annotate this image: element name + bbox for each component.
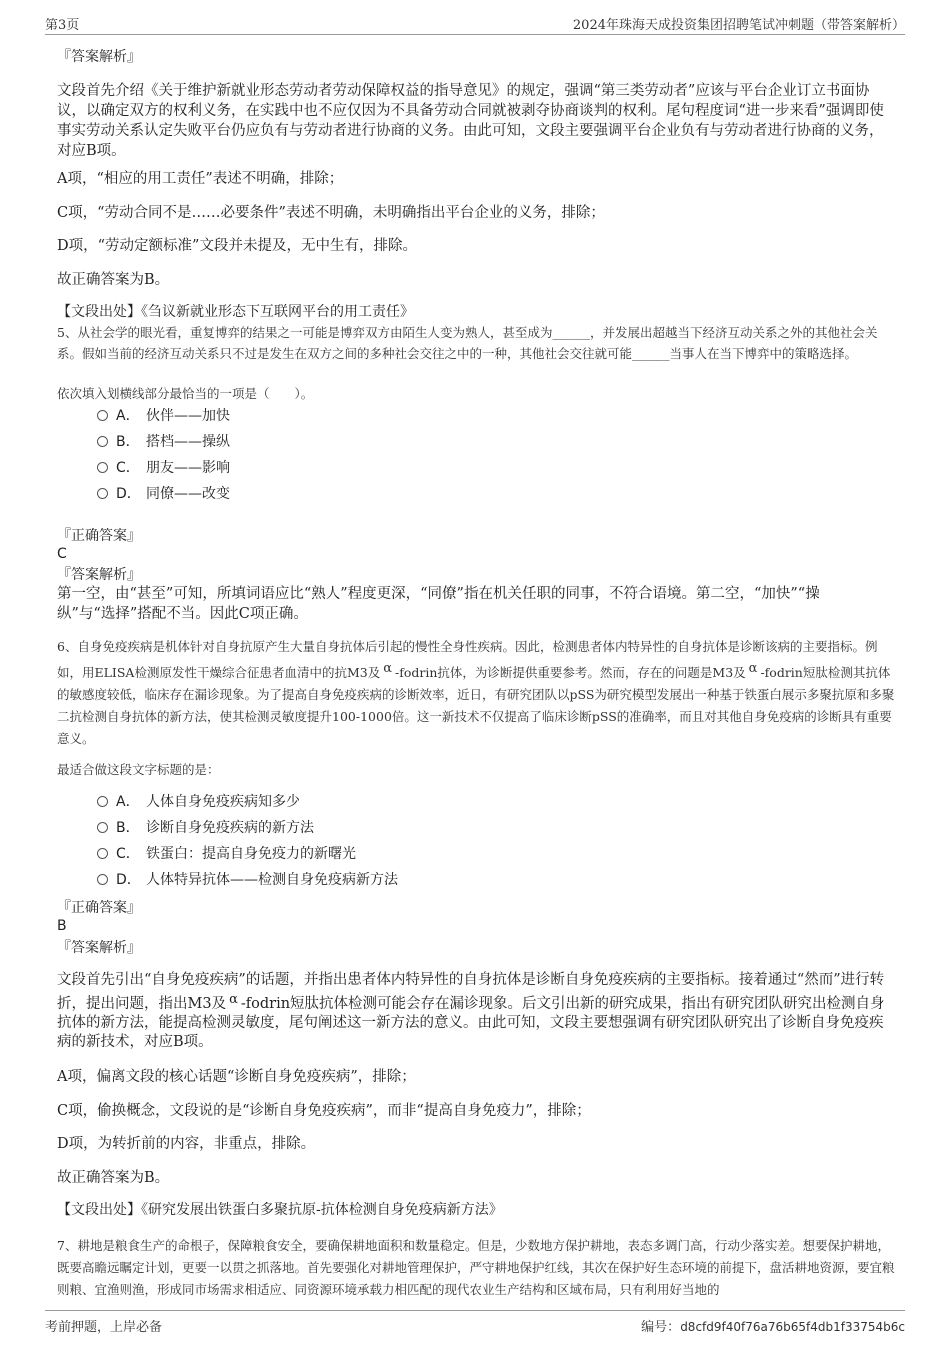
page-footer xyxy=(45,1310,905,1337)
q4-analysis-label: 『答案解析』 xyxy=(57,49,141,65)
q4-option-d-note: D项，“劳动定额标准”文段并未提及，无中生有，排除。 xyxy=(57,238,417,254)
q6-answer-label: 『正确答案』 xyxy=(57,900,141,916)
q6-option-c-note: C项，偷换概念，文段说的是“诊断自身免疫疾病”，而非“提高自身免疫力”，排除； xyxy=(57,1103,591,1119)
radio-icon[interactable] xyxy=(97,436,108,447)
radio-icon[interactable] xyxy=(97,488,108,499)
q4-source: 【文段出处】《刍议新就业形态下互联网平台的用工责任》 xyxy=(57,304,414,320)
q4-analysis-paragraph: 文段首先介绍《关于维护新就业形态劳动者劳动保障权益的指导意见》的规定，强调“第三类劳动者”应该与平台企业订立书面协议，以确定双方的权利义务，在实践中也不应仅因为不具备劳动合同就被剥夺协商谈判的权利。尾句程度词“进一步来看”强调即使事实劳动关系认定失败平台仍应负有与劳动者进行协商的义务。由此可知，文段主要强调平台企业负有与劳动者进行协商的义务，对应B项。 xyxy=(57,83,884,159)
page-number: 第3页 xyxy=(45,18,80,33)
q4-option-c-note: C项，“劳动合同不是……必要条件”表述不明确，未明确指出平台企业的义务，排除； xyxy=(57,205,605,221)
q6-analysis-label: 『答案解析』 xyxy=(57,940,141,956)
radio-icon[interactable] xyxy=(97,462,108,473)
radio-icon[interactable] xyxy=(97,822,108,833)
q7-stem: 7、耕地是粮食生产的命根子，保障粮食安全，要确保耕地面积和数量稳定。但是，少数地方保护耕地，表态多调门高，行动少落实差。想要保护耕地，既要高瞻远瞩定计划，更要一以贯之抓落地。首先要强化对耕地管理保护，严守耕地保护红线，其次在保护好生态环境的前提下，盘活耕地资源，要宜粮则粮、宜渔则渔，形成同市场需求相适应、同资源环境承载力相匹配的现代农业生产结构和区域布局，只有利用好当地的 xyxy=(57,1238,895,1297)
radio-icon[interactable] xyxy=(97,796,108,807)
q4-option-a-note: A项，“相应的用工责任”表述不明确，排除； xyxy=(57,171,344,187)
q5-option-d[interactable]: D． 同僚——改变 xyxy=(97,484,230,504)
radio-icon[interactable] xyxy=(97,874,108,885)
page-header xyxy=(45,12,905,35)
q6-option-d-note: D项，为转折前的内容，非重点，排除。 xyxy=(57,1136,316,1152)
q6-option-a[interactable]: A． 人体自身免疫疾病知多少 xyxy=(97,792,300,812)
q5-answer: C xyxy=(57,546,67,562)
q6-option-c[interactable]: C． 铁蛋白：提高自身免疫力的新曙光 xyxy=(97,844,356,864)
q6-option-a-note: A项，偏离文段的核心话题“诊断自身免疫疾病”，排除； xyxy=(57,1069,416,1085)
document-title: 2024年珠海天成投资集团招聘笔试冲刺题（带答案解析） xyxy=(572,18,905,33)
radio-icon[interactable] xyxy=(97,848,108,859)
radio-icon[interactable] xyxy=(97,410,108,421)
q6-answer: B xyxy=(57,918,67,934)
alpha-symbol: α xyxy=(383,661,392,676)
q5-option-c[interactable]: C． 朋友——影响 xyxy=(97,458,230,478)
q5-answer-label: 『正确答案』 xyxy=(57,528,141,544)
q4-conclusion: 故正确答案为B。 xyxy=(57,272,170,288)
alpha-symbol: α xyxy=(229,992,238,1007)
q5-prompt: 依次填入划横线部分最恰当的一项是（ ）。 xyxy=(57,386,314,401)
q6-prompt: 最适合做这段文字标题的是： xyxy=(57,762,220,777)
q6-source: 【文段出处】《研究发展出铁蛋白多聚抗原-抗体检测自身免疫病新方法》 xyxy=(57,1202,503,1218)
q5-stem: 5、从社会学的眼光看，重复博弈的结果之一可能是博弈双方由陌生人变为熟人，甚至成为______，并发展出超越当下经济互动关系之外的其他社会关系。假如当前的经济互动关系只不过是发生在双方之间的多种社会交往之中的一种，其他社会交往就可能______当事人在当下博弈中的策略选择。 xyxy=(57,325,878,361)
q5-option-a[interactable]: A． 伙伴——加快 xyxy=(97,406,230,426)
document-code: 编号：d8cfd9f40f76a76b65f4db1f33754b6c xyxy=(641,1320,905,1335)
footer-slogan: 考前押题，上岸必备 xyxy=(45,1320,163,1335)
q5-option-b[interactable]: B． 搭档——操纵 xyxy=(97,432,230,452)
q6-stem: 6、自身免疫疾病是机体针对自身抗原产生大量自身抗体后引起的慢性全身性疾病。因此，检测患者体内特异性的自身抗体是诊断该病的主要指标。例如，用ELISA检测原发性干燥综合征患者血清中的抗M3及 α -fodrin抗体，为诊断提供重要参考。然而，存在的问题是M3及 α -fodrin短肽检测其抗体的敏感度较低，临床存在漏诊现象。为了提高自身免疫疾病的诊断效率，近日，有研究团队以pSS为研究模型发展出一种基于铁蛋白展示多聚抗原和多聚二抗检测自身抗体的新方法，使其检测灵敏度提升100-1000倍。这一新技术不仅提高了临床诊断pSS的准确率，而且对其他自身免疫病的诊断具有重要意义。 xyxy=(57,639,895,746)
q5-analysis-label: 『答案解析』 xyxy=(57,567,141,583)
q6-conclusion: 故正确答案为B。 xyxy=(57,1170,170,1186)
q6-analysis: 文段首先引出“自身免疫疾病”的话题，并指出患者体内特异性的自身抗体是诊断自身免疫疾病的主要指标。接着通过“然而”进行转折，提出问题，指出M3及 α -fodrin短肽抗体检测可能会存在漏诊现象。后文引出新的研究成果，指出有研究团队研究出检测自身抗体的新方法，能提高检测灵敏度，尾句阐述这一新方法的意义。由此可知，文段主要想强调有研究团队研究出了诊断自身免疫疾病的新技术，对应B项。 xyxy=(57,972,885,1050)
q6-option-d[interactable]: D． 人体特异抗体——检测自身免疫病新方法 xyxy=(97,870,398,890)
q6-option-b[interactable]: B． 诊断自身免疫疾病的新方法 xyxy=(97,818,314,838)
q5-analysis: 第一空，由“甚至”可知，所填词语应比“熟人”程度更深，“同僚”指在机关任职的同事，不符合语境。第二空，“加快”“操纵”与“选择”搭配不当。因此C项正确。 xyxy=(57,586,820,622)
alpha-symbol: α xyxy=(748,661,758,676)
